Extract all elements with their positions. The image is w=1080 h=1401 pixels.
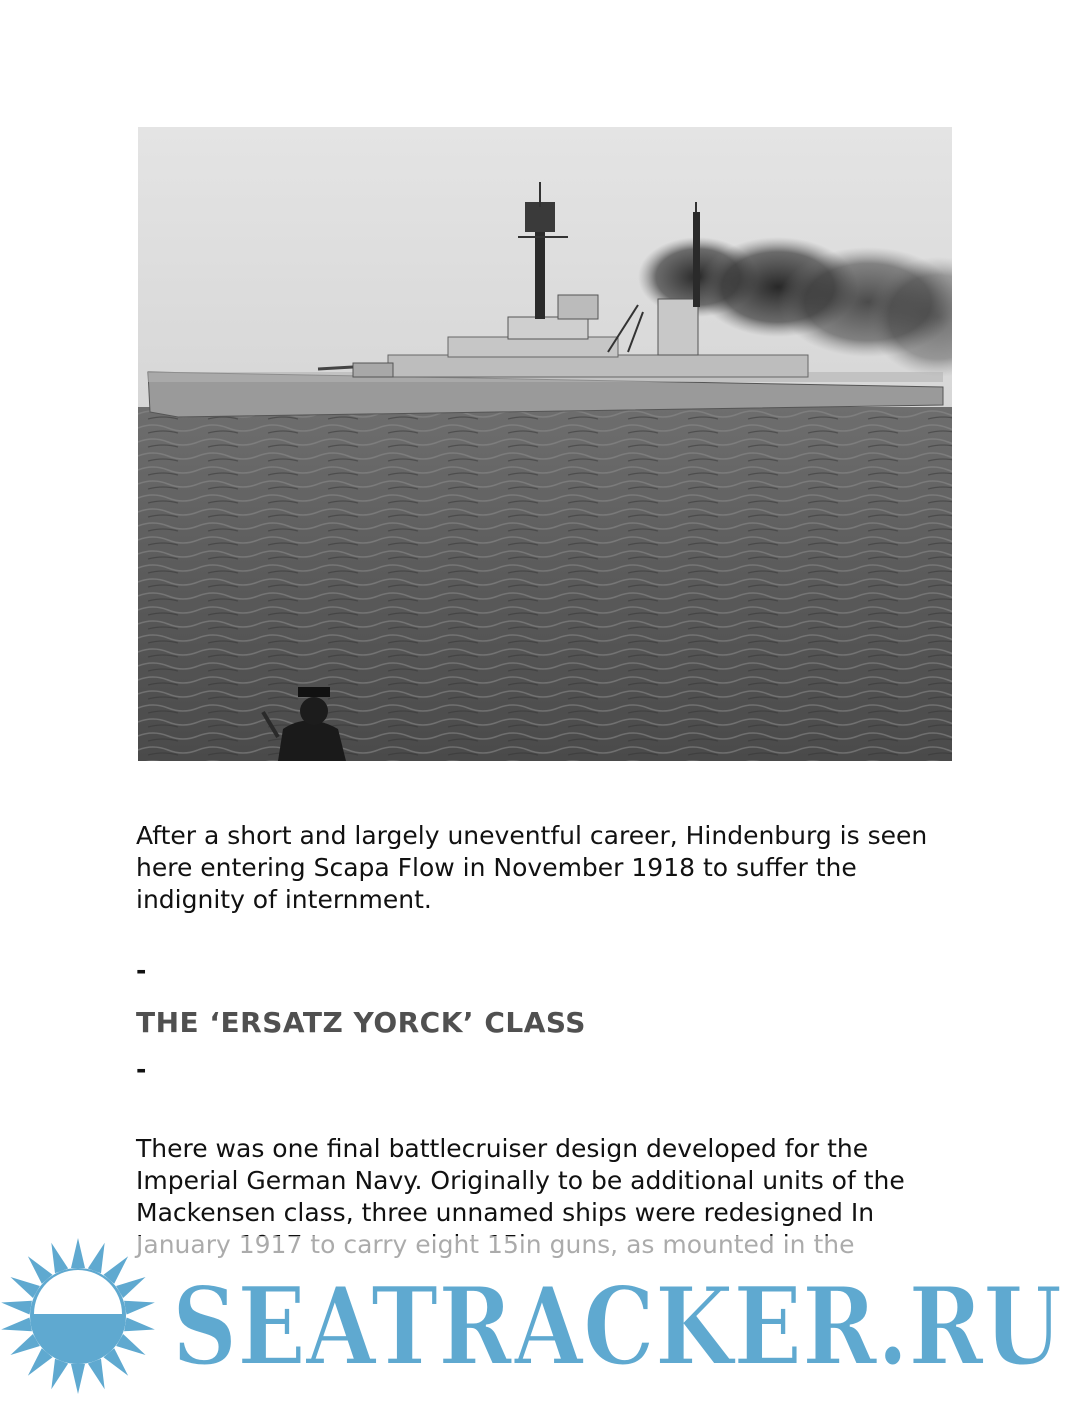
seatracker-watermark xyxy=(0,1236,1080,1397)
separator-bottom: - xyxy=(136,1055,147,1084)
photo-illustration xyxy=(138,127,952,761)
body-paragraph: There was one final battlecruiser design developed for the Imperial German Navy. Originally to be additional units of the Mackensen class, three unnamed ships were redesigned In xyxy=(136,1134,905,1227)
separator-top: - xyxy=(136,956,147,985)
watermark-text: SEATRACKER.RU xyxy=(172,1264,1062,1390)
battlecruiser-photo xyxy=(138,127,952,761)
section-heading: THE ‘ERSATZ YORCK’ CLASS xyxy=(136,1006,586,1039)
photo-caption: After a short and largely uneventful career, Hindenburg is seen here entering Scapa Flow in November 1918 to suffer the indignity of internment. xyxy=(136,821,928,914)
